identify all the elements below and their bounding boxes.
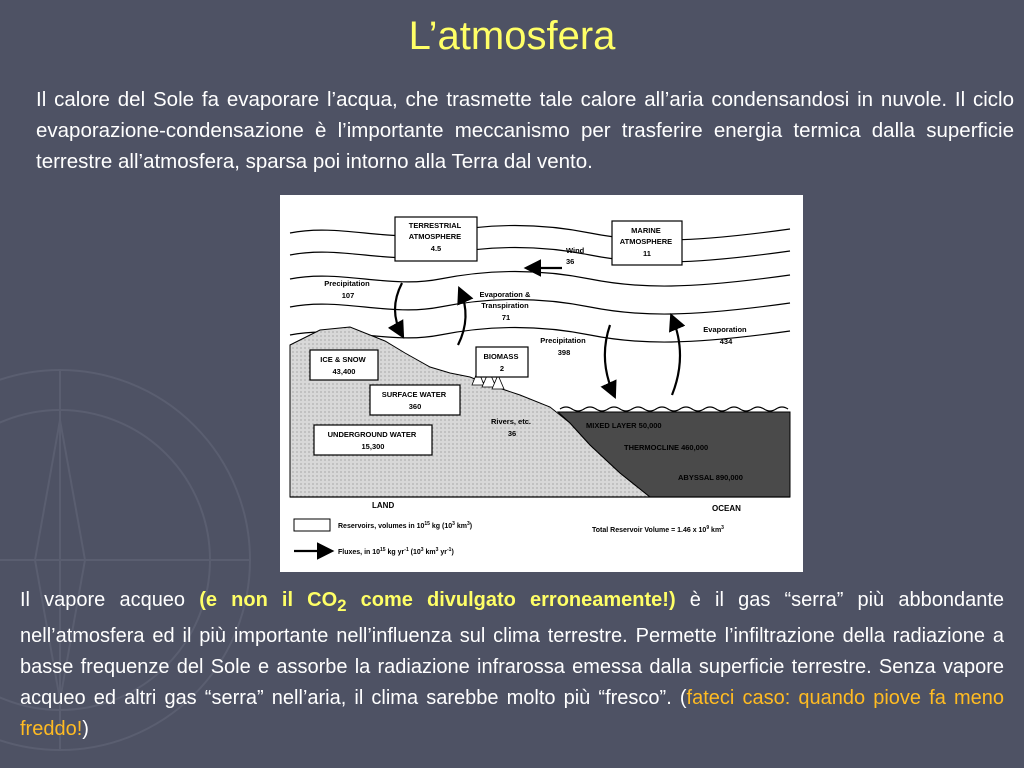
surface-label: SURFACE WATER — [381, 390, 447, 399]
svg-text:Wind 36 — [566, 246, 586, 266]
marine-value: 11 — [643, 249, 651, 258]
evap-trans-label-2: Transpiration — [481, 301, 529, 310]
rivers-label: Rivers, etc. — [490, 417, 531, 426]
evap-ocean-value: 434 — [719, 337, 733, 346]
svg-text:Precipitation 398 — [540, 336, 588, 357]
body-text-3: ) — [82, 718, 89, 740]
ground-label: UNDERGROUND WATER — [327, 430, 417, 439]
precip-land-arrow — [395, 283, 402, 335]
ocean-label: OCEAN — [712, 504, 741, 513]
terrestrial-value: 4.5 — [430, 244, 442, 253]
marine-label-2: ATMOSPHERE — [619, 237, 673, 246]
terrestrial-label-2: ATMOSPHERE — [408, 232, 462, 241]
page-title: L’atmosfera — [408, 14, 616, 58]
svg-text:Precipitation 107 — [324, 279, 372, 300]
rivers-value: 36 — [507, 429, 517, 438]
terrestrial-label-1: TERRESTRIAL — [408, 221, 462, 230]
thermocline-label: THERMOCLINE 460,000 — [624, 443, 709, 452]
evap-ocean-arrow — [672, 317, 680, 395]
ice-value: 43,400 — [332, 367, 356, 376]
wind-label: Wind — [566, 246, 585, 255]
body-text-2: è il gas “serra” più abbondante nell’atmosfera ed il più importante nell’influenza sul clima terrestre. Permette l’infiltrazione della radiazione a basse frequenze del Sole e assorbe la radiazione infrarossa emessa dalla superficie terrestre. Senza vapore acqueo ed altri gas “serra” nell’aria, il clima sarebbe molto più “fresco”. ( — [20, 589, 1004, 709]
legend-reservoir-swatch — [294, 519, 330, 531]
biomass-value: 2 — [499, 364, 505, 373]
evap-ocean-label: Evaporation — [703, 325, 747, 334]
svg-text:Evaporation 434 — [703, 325, 748, 346]
ice-label: ICE & SNOW — [320, 355, 366, 364]
mixed-layer-label: MIXED LAYER 50,000 — [586, 421, 662, 430]
biomass-label: BIOMASS — [483, 352, 519, 361]
legend-flux-text: Fluxes, in $10^{15}$ kg $yr^{-1}$ ($10^3$ $km^3$ $yr^{-1}$) — [338, 547, 454, 556]
water-cycle-svg — [280, 195, 803, 572]
evap-land-arrow — [458, 290, 466, 345]
intro-paragraph: Il calore del Sole fa evaporare l’acqua, che trasmette tale calore all’aria condensandosi in nuvole. Il ciclo evaporazione-condensazione è l’importante meccanismo per trasferire energia termica dalla superficie terrestre all’atmosfera, sparsa poi intorno alla Terra dal vento. — [36, 88, 1014, 173]
water-cycle-diagram — [280, 195, 803, 572]
svg-text:Evaporation & Transpirat — [480, 290, 533, 322]
evap-trans-value: 71 — [501, 313, 511, 322]
abyssal-label: ABYSSAL 890,000 — [678, 473, 743, 482]
precip-ocean-value: 398 — [557, 348, 571, 357]
precip-ocean-label: Precipitation — [540, 336, 586, 345]
body-bold-note: (e non il $CO_2$ come divulgato erroneamente!) — [199, 589, 676, 615]
body-paragraph — [20, 585, 1004, 745]
total-volume-text: Total Reservoir Volume = 1.46 x $10^9$ $km^3$ — [592, 525, 724, 534]
precip-ocean-arrow — [605, 325, 614, 395]
wind-value: 36 — [566, 257, 575, 266]
marine-label-1: MARINE — [631, 226, 661, 235]
body-highlight: fateci caso: quando piove fa meno freddo! — [20, 687, 1004, 740]
surface-value: 360 — [408, 402, 422, 411]
evap-trans-label-1: Evaporation & — [479, 290, 531, 299]
precip-land-label: Precipitation — [324, 279, 370, 288]
legend-reservoir-text: Reservoirs, volumes in $10^{15}$ kg ($10^3$ $km^3$) — [338, 521, 473, 530]
ground-value: 15,300 — [361, 442, 385, 451]
precip-land-value: 107 — [341, 291, 355, 300]
body-text-1: Il vapore acqueo — [20, 589, 200, 611]
land-label: LAND — [372, 501, 395, 510]
